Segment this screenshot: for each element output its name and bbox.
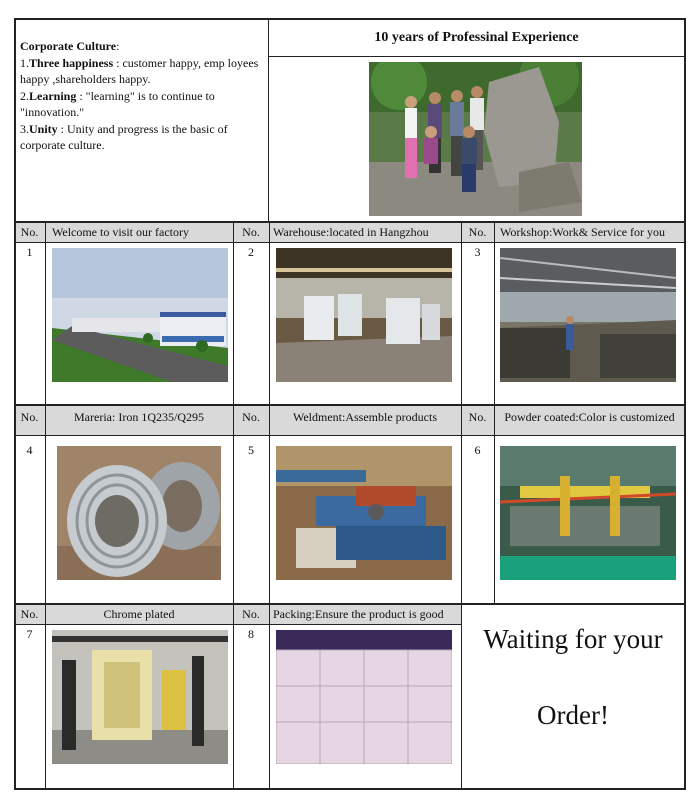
table-border <box>269 221 270 789</box>
caption-6: Powder coated:Color is customized <box>504 410 675 424</box>
item-number: 5 <box>248 443 254 457</box>
no-label: No. <box>468 225 487 239</box>
warehouse-photo <box>276 248 452 382</box>
item-number: 1 <box>26 245 33 259</box>
table-border <box>494 221 495 604</box>
packing-photo <box>276 630 452 764</box>
table-border <box>461 221 462 789</box>
no-label: No. <box>242 225 260 239</box>
weldment-photo <box>276 446 452 580</box>
no-label: No. <box>468 410 487 424</box>
caption-1: Welcome to visit our factory <box>52 225 189 239</box>
experience-title: 10 years of Professinal Experience <box>374 30 579 45</box>
culture-heading-colon: : <box>116 39 120 53</box>
table-border <box>14 435 685 436</box>
waiting-line-2: Order! <box>537 700 609 730</box>
table-border <box>14 18 685 20</box>
caption-4: Mareria: Iron 1Q235/Q295 <box>74 410 204 424</box>
item-number: 6 <box>474 443 481 457</box>
table-border <box>268 18 269 222</box>
caption-3: Workshop:Work& Service for you <box>500 225 666 239</box>
table-border <box>14 221 685 223</box>
team-photo <box>369 62 582 216</box>
table-border <box>14 404 685 406</box>
iron-wire-photo <box>57 446 221 580</box>
caption-7: Chrome plated <box>103 607 175 621</box>
item-number: 2 <box>248 245 254 259</box>
item-number: 8 <box>248 627 254 641</box>
item-number: 3 <box>474 245 481 259</box>
caption-8: Packing:Ensure the product is good <box>273 607 444 621</box>
waiting-line-1: Waiting for your <box>483 624 663 654</box>
culture-item-2: 2.Learning : "learning" is to continue to "innovation." <box>20 88 215 119</box>
no-label: No. <box>20 410 39 424</box>
factory-photo <box>52 248 228 382</box>
caption-5: Weldment:Assemble products <box>292 410 437 424</box>
chrome-plating-photo <box>52 630 228 764</box>
table-border <box>14 788 685 790</box>
powder-coating-photo <box>500 446 676 580</box>
table-border <box>14 624 461 625</box>
item-number: 4 <box>26 443 33 457</box>
workshop-photo <box>500 248 676 382</box>
item-number: 7 <box>26 627 33 641</box>
table-border <box>268 56 685 57</box>
corporate-culture-block <box>20 38 264 154</box>
no-label: No. <box>20 225 39 239</box>
table-border <box>14 603 685 605</box>
no-label: No. <box>242 607 260 621</box>
table-border <box>45 221 46 789</box>
no-label: No. <box>242 410 260 424</box>
caption-2: Warehouse:located in Hangzhou <box>273 225 429 239</box>
table-border <box>14 242 685 243</box>
culture-heading: Corporate Culture <box>20 39 117 53</box>
culture-item-3: 3.Unity : Unity and progress is the basic of corporate culture. <box>20 121 228 152</box>
no-label: No. <box>20 607 39 621</box>
culture-item-1: 1.Three happiness : customer happy, emp loyees happy ,shareholders happy. <box>20 55 259 86</box>
table-border <box>233 221 234 789</box>
